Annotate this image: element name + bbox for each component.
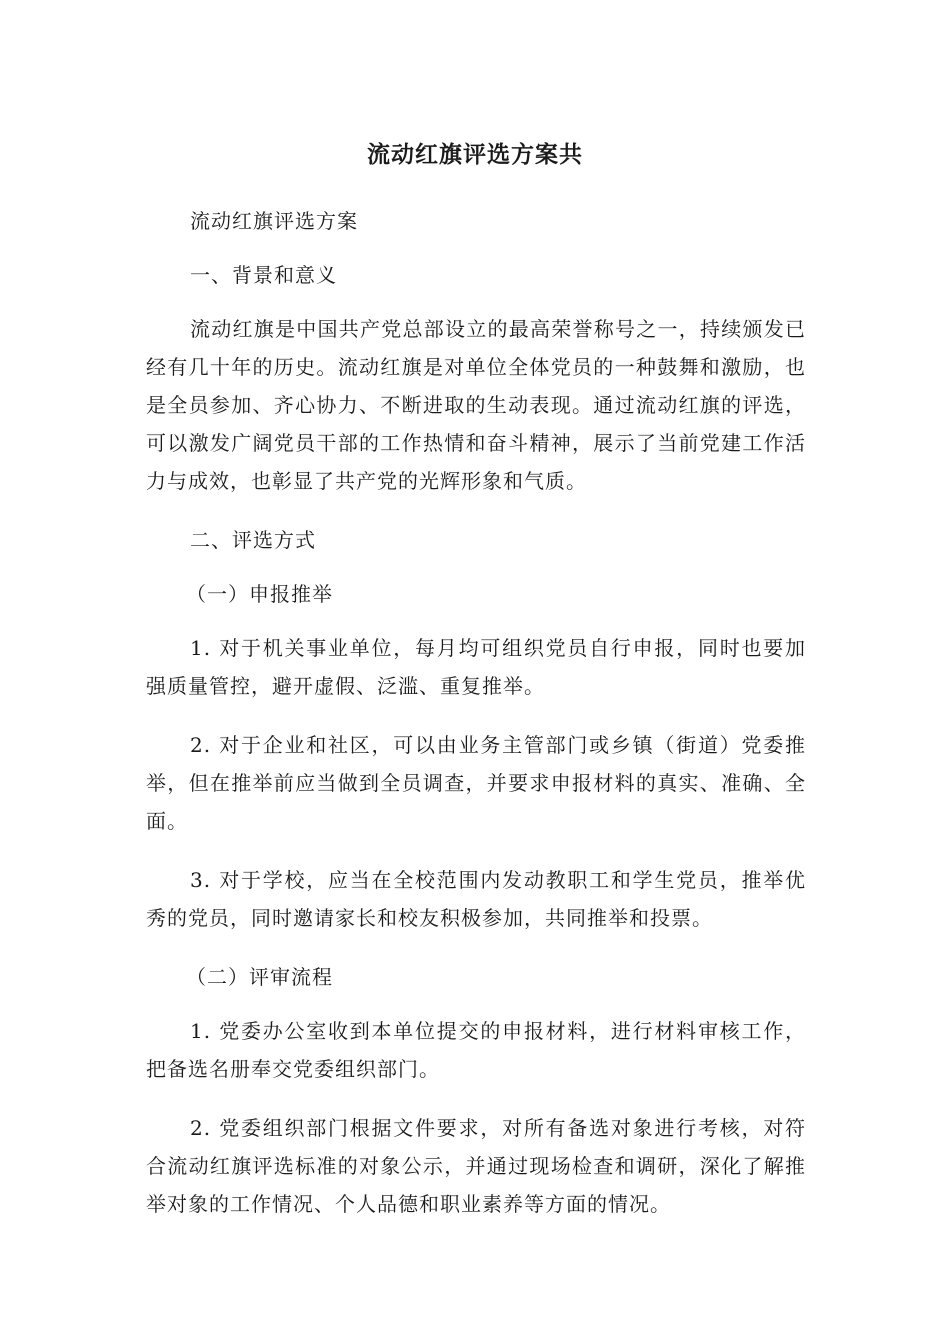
subsection-heading-review: （二）评审流程: [186, 965, 333, 989]
section-heading-method: 二、评选方式: [190, 528, 316, 552]
document-body: [146, 202, 806, 1244]
paragraph-nomination-2: 2. 对于企业和社区，可以由业务主管部门或乡镇（街道）党委推举，但在推举前应当做到全员调查，并要求申报材料的真实、准确、全面。: [146, 733, 806, 833]
paragraph-review-2: 2. 党委组织部门根据文件要求，对所有备选对象进行考核，对符合流动红旗评选标准的对象公示，并通过现场检查和调研，深化了解推举对象的工作情况、个人品德和职业素养等方面的情况。: [146, 1116, 806, 1216]
section-heading-background: 一、背景和意义: [190, 263, 337, 287]
paragraph-background: 流动红旗是中国共产党总部设立的最高荣誉称号之一，持续颁发已经有几十年的历史。流动红旗是对单位全体党员的一种鼓舞和激励，也是全员参加、齐心协力、不断进取的生动表现。通过流动红旗的评选，可以激发广阔党员干部的工作热情和奋斗精神，展示了当前党建工作活力与成效，也彰显了共产党的光辉形象和气质。: [146, 317, 806, 493]
paragraph-doc-subtitle: 流动红旗评选方案: [190, 209, 358, 233]
subsection-heading-nomination: （一）申报推举: [186, 582, 333, 606]
paragraph-nomination-1: 1. 对于机关事业单位，每月均可组织党员自行申报，同时也要加强质量管控，避开虚假、泛滥、重复推举。: [146, 636, 806, 698]
document-title: 流动红旗评选方案共: [367, 142, 583, 168]
paragraph-nomination-3: 3. 对于学校，应当在全校范围内发动教职工和学生党员，推举优秀的党员，同时邀请家长和校友积极参加，共同推举和投票。: [146, 868, 806, 930]
paragraph-review-1: 1. 党委办公室收到本单位提交的申报材料，进行材料审核工作，把备选名册奉交党委组织部门。: [146, 1019, 806, 1081]
